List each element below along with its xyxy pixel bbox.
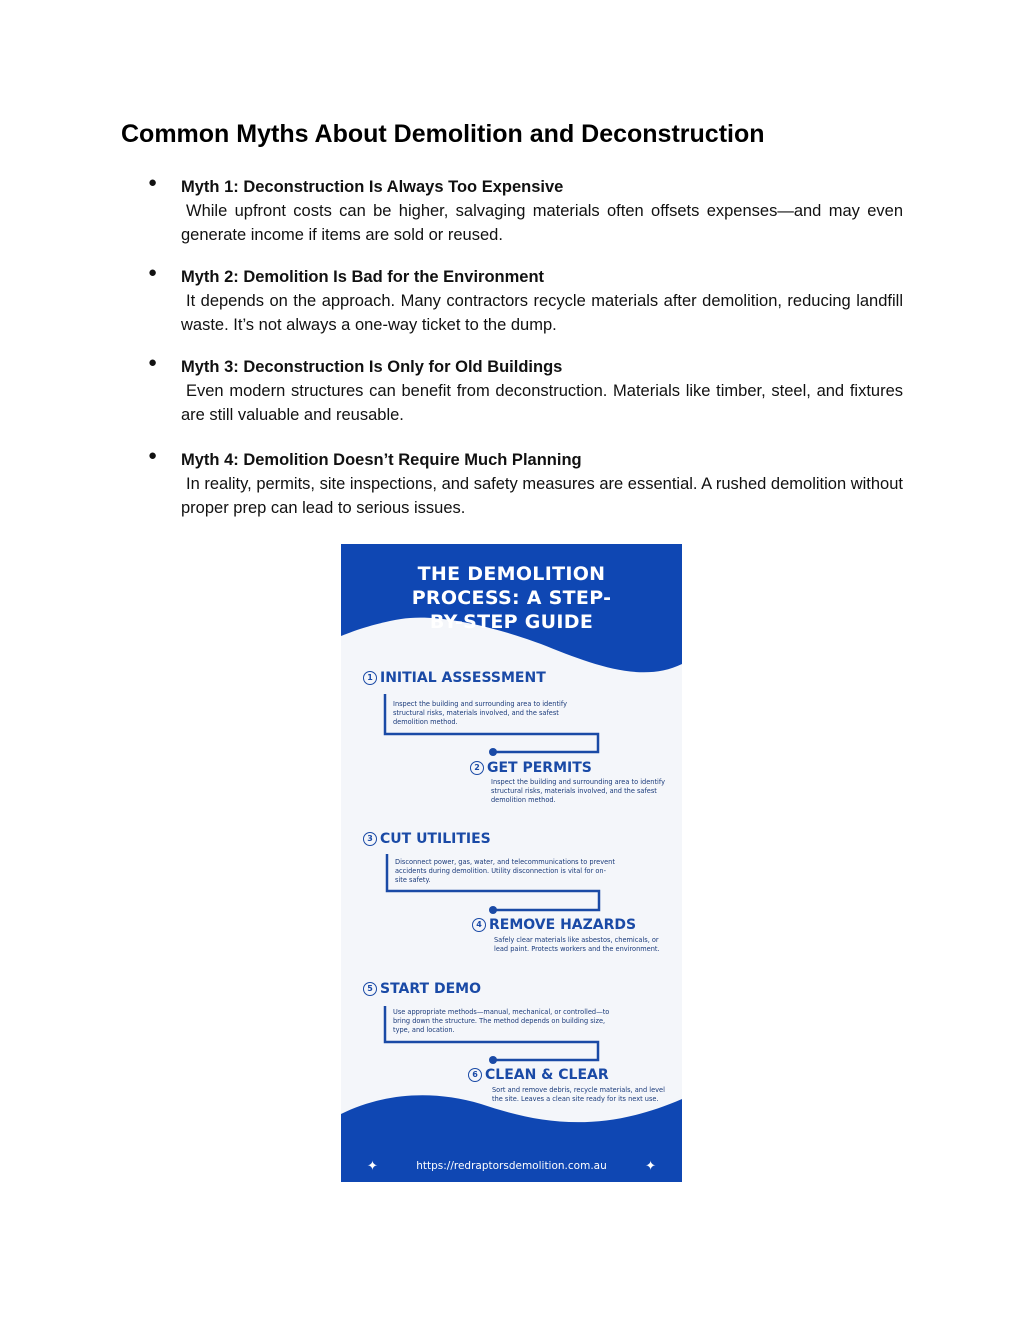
bullet: ● <box>148 174 158 191</box>
step-heading <box>470 760 592 776</box>
infographic-title <box>341 562 682 634</box>
step-description: Inspect the building and surrounding area to identify structural risks, materials involved, and the safest demolition method. <box>491 778 665 804</box>
page-title: Common Myths About Demolition and Deconstruction <box>121 120 765 148</box>
myth-text: In reality, permits, site inspections, and safety measures are essential. A rushed demolition without proper prep can lead to serious issues. <box>181 475 903 517</box>
step-number-icon: 6 <box>468 1068 482 1082</box>
step-heading <box>468 1067 609 1083</box>
myth-text: It depends on the approach. Many contractors recycle materials after demolition, reducing landfill waste. It’s not always a one-way ticket to the dump. <box>181 292 903 334</box>
myth-heading: Myth 1: Deconstruction Is Always Too Expensive <box>181 178 564 196</box>
myth-heading: Myth 4: Demolition Doesn’t Require Much Planning <box>181 451 582 469</box>
sparkle-icon: ✦ <box>367 1158 378 1173</box>
step-number-icon: 5 <box>363 982 377 996</box>
title-line: PROCESS: A STEP- <box>411 587 612 609</box>
step-heading <box>363 981 481 997</box>
website-url: https://redraptorsdemolition.com.au <box>416 1160 607 1172</box>
step-description: Inspect the building and surrounding area to identify structural risks, materials involved, and the safest demolition method. <box>393 700 567 726</box>
step-title: REMOVE HAZARDS <box>489 917 637 933</box>
myth-text: Even modern structures can benefit from deconstruction. Materials like timber, steel, and fixtures are still valuable and reusable. <box>181 382 903 424</box>
step-title: GET PERMITS <box>487 760 592 776</box>
step-title: CLEAN & CLEAR <box>485 1067 609 1083</box>
step-title: INITIAL ASSESSMENT <box>380 670 546 686</box>
myth-heading: Myth 2: Demolition Is Bad for the Environment <box>181 268 545 286</box>
step-heading <box>472 917 636 933</box>
demolition-process-infographic <box>341 544 682 1182</box>
step-number-icon: 4 <box>472 918 486 932</box>
step-number-icon: 3 <box>363 832 377 846</box>
step-description: Safely clear materials like asbestos, chemicals, or lead paint. Protects workers and the environment. <box>494 936 660 953</box>
bullet: ● <box>148 447 158 464</box>
title-line: BY-STEP GUIDE <box>429 611 594 633</box>
step-heading <box>363 831 491 847</box>
step-description: Sort and remove debris, recycle materials, and level the site. Leaves a clean site ready for its next use. <box>492 1086 665 1103</box>
title-line: THE DEMOLITION <box>417 563 606 585</box>
step-title: CUT UTILITIES <box>380 831 491 847</box>
step-heading <box>363 670 546 686</box>
step-title: START DEMO <box>380 981 481 997</box>
step-number-icon: 1 <box>363 671 377 685</box>
step-description: Use appropriate methods—manual, mechanical, or controlled—to bring down the structure. The method depends on building size, type, and location. <box>393 1008 610 1034</box>
bullet: ● <box>148 264 158 281</box>
step-number-icon: 2 <box>470 761 484 775</box>
step-description: Disconnect power, gas, water, and telecommunications to prevent accidents during demolition. Utility disconnection is vital for on-site safety. <box>395 858 615 884</box>
myth-text: While upfront costs can be higher, salvaging materials often offsets expenses—and may even generate income if items are sold or reused. <box>181 202 903 244</box>
sparkle-icon: ✦ <box>645 1158 656 1173</box>
myth-heading: Myth 3: Deconstruction Is Only for Old Buildings <box>181 358 563 376</box>
bullet: ● <box>148 354 158 371</box>
